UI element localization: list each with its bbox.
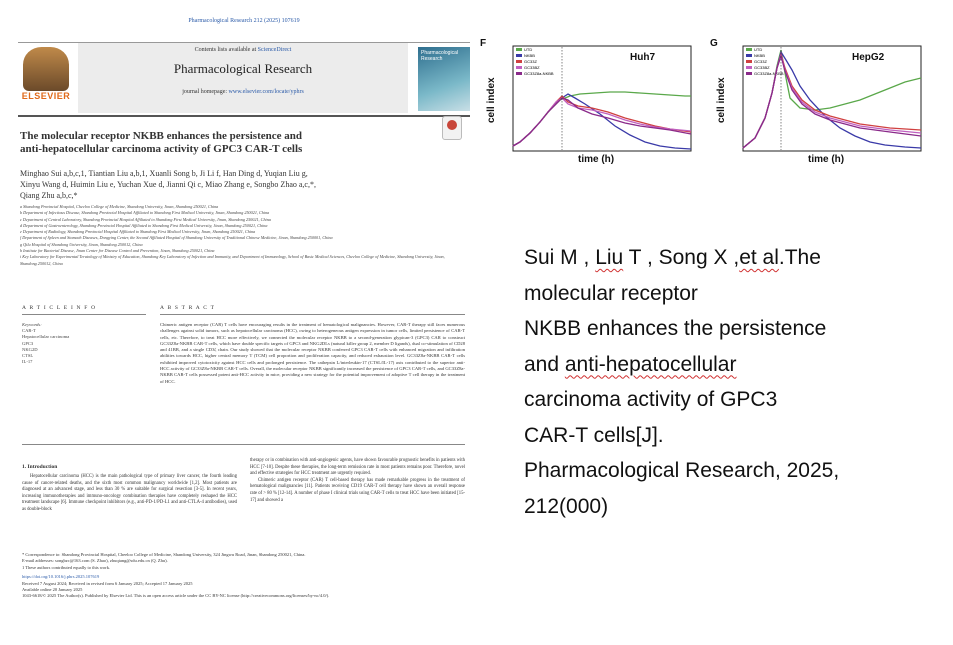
keywords-list: Keywords: CAR-T Hepatocellular carcinoma GPC3 NKG2D CTSL IL-17 [22, 322, 70, 365]
doi-link[interactable]: https://doi.org/10.1016/j.phrs.2025.107619 [22, 574, 100, 580]
homepage-link[interactable]: www.elsevier.com/locate/yphrs [228, 89, 304, 95]
check-for-updates-icon[interactable] [442, 116, 462, 140]
cover-label: Pharmacological Research [421, 50, 458, 62]
introduction-column-1: Hepatocellular carcinoma (HCC) is the main pathological type of primary liver cancer, the fourth leading cause of cancer-related deaths, and the sixth most common malignancy worldwide [1,2]. Most patients are diagnosed at an advanced stage, and less than 30 % are suitable for surgical resection [3-5]. In recent years, increasing immunotherapies and immuno-oncology combination therapies have completely reshaped the HCC treatment landscape [6]. Immune checkpoint inhibitors (e.g., anti-PD-1/PD-L1 and anti-CTLA-4 antibodies), used as double-block [22, 474, 237, 512]
chart-title: HepG2 [852, 52, 885, 63]
journal-cover-thumbnail [418, 47, 470, 111]
contents-line: Contents lists available at ScienceDirect [194, 47, 292, 53]
chart-f-huh7 [480, 38, 695, 168]
citation-line: Pharmacological Research, 2025, [524, 459, 840, 482]
citation-line: CAR-T cells[J]. [524, 423, 664, 447]
legend-label: GC33BZ [754, 65, 770, 70]
homepage-line: journal homepage: www.elsevier.com/locate/yphrs [182, 89, 304, 95]
x-axis-label: time (h) [578, 154, 615, 165]
sciencedirect-link[interactable]: ScienceDirect [257, 47, 292, 53]
citation-line: and anti-hepatocellular [524, 352, 737, 376]
x-axis-label: time (h) [808, 154, 845, 165]
abstract-text: Chimeric antigen receptor (CAR) T cells have encouraging results in the treatment of hematological malignancies. However, CAR-T therapy still faces numerous challenges against solid tumors, such as hepatocellular carcinoma (HCC), owing to heterogeneous antigen expression in tumor cells, limited persistence of CAR-T cells, etc. Therefore, to treat HCC more effectively, we connected the molecular receptor NKBB to a second-generation glypican-3 (GPC3) CAR to construct GC33Z8a-NKBB CAR-T cells, which have double specific targets of GPC3 and NKG2DLs (natural killer group 2, member D ligands), dual co-stimulation of CD28 and 41BB, and a single CD3ζ chain. Our study showed that the molecular receptor NKBB conferred GPC3 CAR-T cells with enhanced migration and infiltration abilities towards HCC, higher central memory T (TCM) cell proportion and proliferation capacity, and reduced exhaustion level. GC33Z8a-NKBB CAR-T cells exhibited improved cytotoxicity against HCC cells and prolonged persistence. The cathepsin L/interleukin-17 (CTSL/IL-17) axis contributed to the superior anti-HCC activity of GC33Z8a-NKBB CAR-T cells. Overall, the molecular receptor NKBB significantly increased the persistence of GPC3 CAR-T cells, and GC33Z8a-NKBB CAR-T cells possessed potent anti-HCC activity in mice, providing a new strategy for the potential improvement of adoptive T cell therapy in the treatment of HCC. [160, 322, 465, 384]
affiliations: a Shandong Provincial Hospital, Cheeloo College of Medicine, Shandong University, Jinan, Shandong 250021, China b Department of Infectious Disease, Shandong Provincial Hospital Affiliated to Shandong First Medical University, Jinan, Shandong 250021, China c Department of Central Laboratory, Shandong Provincial Hospital Affiliated to Shandong First Medical University, Jinan, Shandong 250021, China d Department of Gastroenterology, Shandong Provincial Hospital Affiliated to Shandong First Medical University, Jinan, Shandong 250021, China e Department of Radiology, Shandong Provincial Hospital Affiliated to Shandong First Medical University, Jinan, Shandong 250021, China f Department of Spleen and Stomach Diseases, Dongying Center, the Second Affiliated Hospital of Shandong University of Traditional Chinese Medicine, Jinan, Shandong 250001, China g Qilu Hospital of Shandong University, Jinan, Shandong 250012, China h Institute for Bacterial Disease, Jinan Center for Disease Control and Prevention, Jinan, Shandong 250021, China i Key Laboratory for Experimental Teratology of Ministry of Education, Shandong Key Laboratory of Infection and Immunity, and Department of Immunology, School of Basic Medical Sciences, Cheeloo College of Medicine, Shandong University, Jinan, Shandong 250012, China [20, 204, 445, 266]
legend-swatch [746, 60, 752, 63]
legend-label: NKBB [524, 53, 535, 58]
citation-line: NKBB enhances the persistence [524, 317, 827, 340]
legend-label: NKBB [754, 53, 765, 58]
journal-name: Pharmacological Research [173, 61, 313, 76]
legend-label: GC33Z [754, 59, 767, 64]
legend-label: UTD [524, 47, 533, 52]
introduction-heading: 1. Introduction [22, 464, 58, 470]
article-title: The molecular receptor NKBB enhances the persistence and anti-hepatocellular carcinoma activity of GPC3 CAR-T cells [20, 130, 303, 155]
panel-letter-g: G [710, 38, 718, 49]
journal-citation-line: Pharmacological Research 212 (2025) 107619 [188, 18, 300, 24]
citation-block [524, 240, 944, 524]
legend-label: GC33BZ [524, 65, 540, 70]
chart-f-svg [480, 38, 695, 168]
journal-masthead [18, 42, 470, 117]
publisher-name: ELSEVIER [21, 91, 71, 101]
elsevier-logo [20, 47, 72, 109]
plot-frame [743, 46, 921, 151]
citation-line: carcinoma activity of GPC3 [524, 388, 778, 411]
citation-line: molecular receptor [524, 281, 698, 305]
legend-swatch [746, 66, 752, 69]
legend-swatch [516, 66, 522, 69]
legend-label: GC33Z [524, 59, 537, 64]
divider [160, 314, 465, 315]
masthead-center [78, 43, 408, 113]
legend-swatch [746, 72, 752, 75]
y-axis-label: cell index [716, 77, 727, 123]
citation-line: Sui M , Liu T , Song X ,et al.The [524, 246, 821, 269]
legend-label: UTD [754, 47, 763, 52]
introduction-column-2: therapy or in combination with anti-angiogenic agents, have shown favourable prognostic benefits in patients with HCC [7-10]. Despite these therapies, the long-term remission rate in most patients remains poor. Therefore, novel and effective strategies for HCC treatment are urgently required. Chimeric antigen receptor (CAR) T cell-based therapy has made remarkable progress in the treatment of hematological malignancies [11]. Patients receiving CD19 CAR-T cell therapy have shown an overall response rate of > 80 % [12-14]. A number of phase I clinical trials using CAR-T cells to treat HCC have been initiated [15-17] and showed a [250, 458, 465, 503]
elsevier-tree-icon [23, 47, 69, 91]
legend-swatch [516, 60, 522, 63]
footnotes: * Correspondence to: Shandong Provincial Hospital, Cheeloo College of Medicine, Shandong University, 324 Jingwu Road, Jinan, Shandong 250021, China. E-mail addresses: songbzc@163.com (S. Zhao), zhuqiang@sdu.edu.cn (Q. Zhu). 1 These authors contributed equally to this work. https://doi.org/10.1016/j.phrs.2025.107619 Received 7 August 2024; Received in revised form 6 January 2025; Accepted 17 January 2025 Available online 20 January 2025 1043-6618/© 2025 The Author(s). Published by Elsevier Ltd. This is an open access article under the CC BY-NC license (http://creativecommons.org/licenses/by-nc/4.0/). [22, 552, 462, 600]
legend-swatch [516, 72, 522, 75]
legend-swatch [516, 54, 522, 57]
y-axis-label: cell index [486, 77, 497, 123]
article-info-heading: A R T I C L E I N F O [22, 305, 97, 311]
plot-frame [513, 46, 691, 151]
panel-letter-f: F [480, 38, 487, 49]
author-list: Minghao Sui a,b,c,1, Tiantian Liu a,b,1, Xuanli Song b, Ji Li f, Han Ding d, Yuqian Liu g, Xinyu Wang d, Huimin Liu e, Yuchan Xue d, Jianni Qi c, Miao Zhang e, Songbo Zhao a,c,*, Qiang Zhu a,b,c,* [20, 169, 316, 200]
abstract-heading: A B S T R A C T [160, 305, 216, 311]
chart-g-svg [710, 38, 925, 168]
chart-title: Huh7 [630, 52, 655, 63]
legend-swatch [746, 54, 752, 57]
divider [22, 444, 465, 445]
divider [22, 314, 146, 315]
paper-preview [18, 12, 470, 632]
legend-label: GC33Z8a-NKBB [754, 71, 784, 76]
legend-swatch [516, 48, 522, 51]
legend-swatch [746, 48, 752, 51]
citation-line: 212(000) [524, 494, 609, 518]
chart-g-hepg2 [710, 38, 925, 168]
legend-label: GC33Z8a-NKBB [524, 71, 554, 76]
